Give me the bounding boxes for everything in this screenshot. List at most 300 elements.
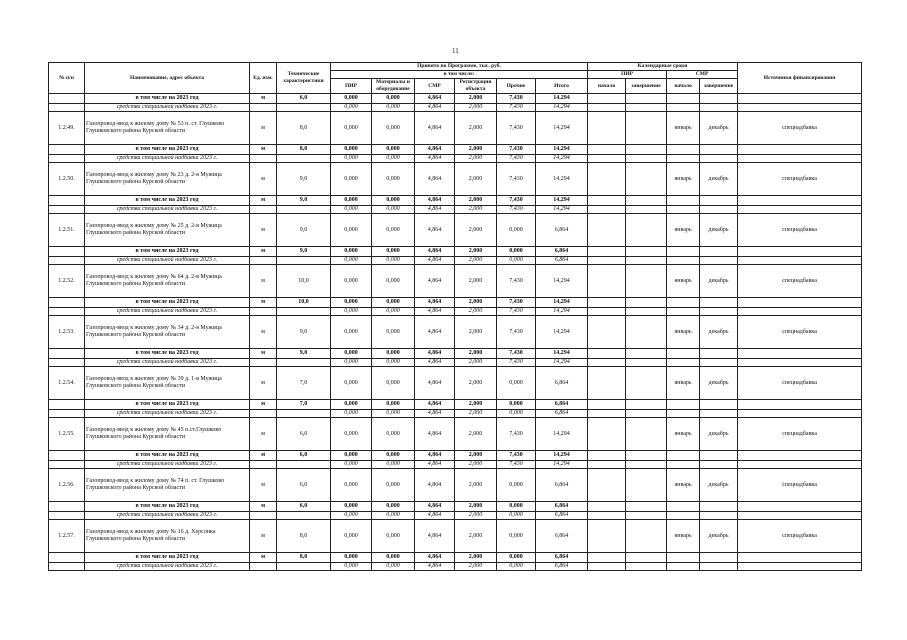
cell-materials: 0,000 — [372, 196, 415, 206]
cell-empty — [277, 461, 331, 469]
cell-empty — [738, 410, 862, 418]
table-row-spec — [49, 104, 862, 112]
cell-label: средства специальной надбавки 2023 г. — [85, 563, 250, 571]
table-row-total-2023 — [49, 451, 862, 461]
cell-empty — [49, 502, 85, 512]
cell-smr: 4,864 — [415, 145, 455, 155]
cell-pir: 0,000 — [331, 461, 372, 469]
cell-materials: 0,000 — [372, 257, 415, 265]
header-smr: СМР — [415, 79, 455, 94]
cell-empty — [626, 308, 667, 316]
cell-materials: 0,000 — [372, 206, 415, 214]
cell-empty — [49, 155, 85, 163]
cell-empty — [250, 359, 277, 367]
cell-empty — [277, 512, 331, 520]
cell-other: 7,430 — [497, 418, 536, 451]
cell-empty — [667, 359, 700, 367]
cell-other: 7,430 — [497, 461, 536, 469]
cell-label: в том числе на 2023 год — [85, 553, 250, 563]
header-cal-smr: СМР — [667, 71, 738, 79]
cell-num: 1.2.52. — [49, 265, 85, 298]
table-row-spec — [49, 563, 862, 571]
cell-reg: 2,000 — [455, 206, 497, 214]
cell-object-name: Газопровод-ввод к жилому дому № 16 д. Херсонка Глушковского района Курской области — [85, 520, 250, 553]
table-row-total-2023 — [49, 502, 862, 512]
cell-materials: 0,000 — [372, 155, 415, 163]
cell-other: 7,430 — [497, 163, 536, 196]
cell-smr: 4,864 — [415, 359, 455, 367]
cell-tech: 8,0 — [277, 553, 331, 563]
cell-empty — [49, 94, 85, 104]
cell-reg: 2,000 — [455, 298, 497, 308]
cell-smr: 4,864 — [415, 265, 455, 298]
cell-materials: 0,000 — [372, 265, 415, 298]
cell-reg: 2,000 — [455, 94, 497, 104]
cell-materials: 0,000 — [372, 400, 415, 410]
cell-other: 7,430 — [497, 298, 536, 308]
cell-label: в том числе на 2023 год — [85, 349, 250, 359]
cell-smr: 4,864 — [415, 520, 455, 553]
cell-smr-end: декабрь — [700, 367, 738, 400]
cell-empty — [626, 257, 667, 265]
cell-other: 0,000 — [497, 512, 536, 520]
cell-pir: 0,000 — [331, 257, 372, 265]
cell-reg: 2,000 — [455, 155, 497, 163]
cell-materials: 0,000 — [372, 104, 415, 112]
cell-tech: 9,0 — [277, 316, 331, 349]
cell-empty — [626, 155, 667, 163]
cell-smr: 4,864 — [415, 451, 455, 461]
cell-smr-start: январь — [667, 163, 700, 196]
cell-tech: 6,0 — [277, 469, 331, 502]
cell-unit: м — [250, 418, 277, 451]
cell-materials: 0,000 — [372, 308, 415, 316]
cell-other: 7,430 — [497, 265, 536, 298]
cell-pir: 0,000 — [331, 206, 372, 214]
cell-empty — [588, 553, 626, 563]
program-table — [48, 62, 862, 571]
cell-materials: 0,000 — [372, 359, 415, 367]
cell-unit: м — [250, 196, 277, 206]
cell-tech: 10,0 — [277, 265, 331, 298]
cell-tech: 8,0 — [277, 145, 331, 155]
table-row-spec — [49, 206, 862, 214]
cell-label: в том числе на 2023 год — [85, 94, 250, 104]
cell-total: 6,864 — [536, 520, 588, 553]
cell-label: в том числе на 2023 год — [85, 196, 250, 206]
cell-tech: 7,0 — [277, 400, 331, 410]
cell-empty — [667, 451, 700, 461]
cell-smr-end: декабрь — [700, 469, 738, 502]
cell-label: в том числе на 2023 год — [85, 247, 250, 257]
cell-empty — [49, 553, 85, 563]
cell-total: 14,294 — [536, 451, 588, 461]
cell-reg: 2,000 — [455, 163, 497, 196]
cell-pir-start — [588, 367, 626, 400]
cell-pir-end — [626, 520, 667, 553]
cell-empty — [49, 400, 85, 410]
cell-pir: 0,000 — [331, 520, 372, 553]
cell-tech: 9,0 — [277, 349, 331, 359]
header-other: Прочие — [497, 79, 536, 94]
cell-empty — [588, 145, 626, 155]
cell-empty — [700, 502, 738, 512]
cell-other: 7,430 — [497, 104, 536, 112]
cell-empty — [250, 155, 277, 163]
cell-other: 7,430 — [497, 451, 536, 461]
cell-total: 6,864 — [536, 563, 588, 571]
header-num: № п/п — [49, 63, 85, 94]
cell-smr: 4,864 — [415, 308, 455, 316]
cell-total: 14,294 — [536, 94, 588, 104]
cell-smr: 4,864 — [415, 214, 455, 247]
cell-empty — [250, 461, 277, 469]
cell-tech: 6,0 — [277, 451, 331, 461]
cell-empty — [667, 512, 700, 520]
cell-empty — [626, 359, 667, 367]
cell-smr: 4,864 — [415, 104, 455, 112]
header-unit: Ед. изм. — [250, 63, 277, 94]
cell-total: 6,864 — [536, 553, 588, 563]
header-incl: в том числе: — [331, 71, 588, 79]
cell-smr-start: январь — [667, 418, 700, 451]
cell-unit: м — [250, 520, 277, 553]
cell-tech: 9,0 — [277, 247, 331, 257]
cell-pir-start — [588, 520, 626, 553]
cell-empty — [738, 298, 862, 308]
cell-empty — [588, 563, 626, 571]
table-row-spec — [49, 308, 862, 316]
cell-other: 0,000 — [497, 469, 536, 502]
cell-empty — [626, 104, 667, 112]
cell-empty — [667, 196, 700, 206]
cell-pir: 0,000 — [331, 163, 372, 196]
cell-pir: 0,000 — [331, 104, 372, 112]
cell-empty — [250, 410, 277, 418]
cell-object-name: Газопровод-ввод к жилому дому № 53 п. ст. Глушково Глушковского района Курской области — [85, 112, 250, 145]
cell-total: 14,294 — [536, 104, 588, 112]
cell-other: 0,000 — [497, 367, 536, 400]
cell-empty — [700, 451, 738, 461]
cell-total: 6,864 — [536, 247, 588, 257]
cell-label: средства специальной надбавки 2023 г. — [85, 308, 250, 316]
cell-other: 0,000 — [497, 563, 536, 571]
cell-pir: 0,000 — [331, 196, 372, 206]
cell-empty — [49, 359, 85, 367]
cell-empty — [250, 308, 277, 316]
table-row-spec — [49, 359, 862, 367]
cell-empty — [738, 155, 862, 163]
cell-empty — [667, 298, 700, 308]
cell-num: 1.2.56. — [49, 469, 85, 502]
cell-pir: 0,000 — [331, 247, 372, 257]
cell-object-name: Газопровод-ввод к жилому дому № 25 д. 2-я Мужица Глушковского района Курской области — [85, 214, 250, 247]
table-row-object — [49, 520, 862, 553]
cell-materials: 0,000 — [372, 563, 415, 571]
cell-reg: 2,000 — [455, 400, 497, 410]
cell-empty — [700, 308, 738, 316]
cell-empty — [667, 553, 700, 563]
cell-source: спецнадбавка — [738, 520, 862, 553]
cell-num: 1.2.50. — [49, 163, 85, 196]
cell-smr-start: январь — [667, 469, 700, 502]
cell-empty — [250, 104, 277, 112]
table-row-spec — [49, 461, 862, 469]
cell-unit: м — [250, 247, 277, 257]
cell-smr: 4,864 — [415, 553, 455, 563]
cell-total: 6,864 — [536, 257, 588, 265]
cell-empty — [667, 206, 700, 214]
cell-reg: 2,000 — [455, 214, 497, 247]
cell-empty — [738, 553, 862, 563]
cell-empty — [738, 563, 862, 571]
table-row-object — [49, 265, 862, 298]
cell-empty — [588, 308, 626, 316]
cell-empty — [49, 257, 85, 265]
cell-label: средства специальной надбавки 2023 г. — [85, 461, 250, 469]
cell-pir: 0,000 — [331, 94, 372, 104]
cell-tech: 6,0 — [277, 94, 331, 104]
cell-smr: 4,864 — [415, 502, 455, 512]
cell-unit: м — [250, 451, 277, 461]
table-row-object — [49, 418, 862, 451]
cell-empty — [738, 400, 862, 410]
cell-empty — [49, 349, 85, 359]
table-row-total-2023 — [49, 196, 862, 206]
cell-pir: 0,000 — [331, 265, 372, 298]
header-smr-end: завершение — [700, 79, 738, 94]
cell-other: 7,430 — [497, 196, 536, 206]
cell-empty — [49, 451, 85, 461]
cell-source: спецнадбавка — [738, 367, 862, 400]
cell-unit: м — [250, 214, 277, 247]
cell-smr: 4,864 — [415, 461, 455, 469]
cell-empty — [626, 349, 667, 359]
cell-materials: 0,000 — [372, 349, 415, 359]
table-row-total-2023 — [49, 94, 862, 104]
header-total: Итого — [536, 79, 588, 94]
table-row-total-2023 — [49, 298, 862, 308]
cell-object-name: Газопровод-ввод к жилому дому № 45 п.ст.Глушково Глушковского района Курской области — [85, 418, 250, 451]
cell-empty — [588, 400, 626, 410]
cell-empty — [49, 298, 85, 308]
cell-label: средства специальной надбавки 2023 г. — [85, 512, 250, 520]
cell-empty — [738, 206, 862, 214]
cell-smr-start: январь — [667, 520, 700, 553]
cell-unit: м — [250, 112, 277, 145]
cell-smr-start: январь — [667, 214, 700, 247]
cell-smr-start: январь — [667, 367, 700, 400]
cell-empty — [588, 257, 626, 265]
cell-smr: 4,864 — [415, 512, 455, 520]
cell-reg: 2,000 — [455, 418, 497, 451]
cell-materials: 0,000 — [372, 214, 415, 247]
header-materials: Материалы и оборудование — [372, 79, 415, 94]
cell-empty — [626, 553, 667, 563]
cell-reg: 2,000 — [455, 316, 497, 349]
cell-empty — [277, 206, 331, 214]
cell-empty — [626, 563, 667, 571]
cell-materials: 0,000 — [372, 298, 415, 308]
cell-reg: 2,000 — [455, 247, 497, 257]
cell-empty — [738, 145, 862, 155]
cell-pir: 0,000 — [331, 563, 372, 571]
cell-pir-start — [588, 163, 626, 196]
cell-materials: 0,000 — [372, 163, 415, 196]
cell-materials: 0,000 — [372, 247, 415, 257]
cell-empty — [626, 410, 667, 418]
cell-num: 1.2.57. — [49, 520, 85, 553]
cell-object-name: Газопровод-ввод к жилому дому № 74 п. ст. Глушково Глушковского района Курской области — [85, 469, 250, 502]
cell-unit: м — [250, 94, 277, 104]
cell-empty — [626, 451, 667, 461]
cell-empty — [667, 308, 700, 316]
cell-empty — [626, 512, 667, 520]
cell-empty — [588, 298, 626, 308]
cell-empty — [588, 155, 626, 163]
cell-other: 0,000 — [497, 502, 536, 512]
cell-reg: 2,000 — [455, 257, 497, 265]
cell-object-name: Газопровод-ввод к жилому дому № 34 д. 2-я Мужица Глушковского района Курской области — [85, 316, 250, 349]
cell-empty — [667, 247, 700, 257]
cell-source: спецнадбавка — [738, 214, 862, 247]
cell-num: 1.2.54. — [49, 367, 85, 400]
cell-pir-end — [626, 316, 667, 349]
cell-smr-end: декабрь — [700, 520, 738, 553]
cell-empty — [738, 196, 862, 206]
cell-materials: 0,000 — [372, 112, 415, 145]
cell-label: средства специальной надбавки 2023 г. — [85, 359, 250, 367]
cell-other: 7,430 — [497, 308, 536, 316]
cell-total: 14,294 — [536, 265, 588, 298]
cell-smr-end: декабрь — [700, 112, 738, 145]
header-smr-start: начало — [667, 79, 700, 94]
cell-smr-end: декабрь — [700, 265, 738, 298]
cell-empty — [626, 400, 667, 410]
header-pir-end: завершение — [626, 79, 667, 94]
cell-smr: 4,864 — [415, 196, 455, 206]
cell-unit: м — [250, 145, 277, 155]
cell-empty — [588, 349, 626, 359]
header-sources: Источники финансирования — [738, 63, 862, 94]
cell-smr: 4,864 — [415, 298, 455, 308]
cell-materials: 0,000 — [372, 461, 415, 469]
cell-empty — [626, 502, 667, 512]
cell-num: 1.2.55. — [49, 418, 85, 451]
cell-other: 7,430 — [497, 206, 536, 214]
cell-empty — [588, 104, 626, 112]
cell-smr: 4,864 — [415, 349, 455, 359]
cell-smr: 4,864 — [415, 469, 455, 502]
cell-source: спецнадбавка — [738, 112, 862, 145]
cell-empty — [626, 94, 667, 104]
cell-num: 1.2.49. — [49, 112, 85, 145]
table-row-object — [49, 469, 862, 502]
cell-empty — [588, 196, 626, 206]
cell-empty — [738, 512, 862, 520]
cell-pir: 0,000 — [331, 298, 372, 308]
cell-total: 6,864 — [536, 469, 588, 502]
cell-pir-start — [588, 265, 626, 298]
cell-reg: 2,000 — [455, 349, 497, 359]
cell-materials: 0,000 — [372, 145, 415, 155]
cell-empty — [700, 512, 738, 520]
cell-total: 14,294 — [536, 196, 588, 206]
cell-reg: 2,000 — [455, 502, 497, 512]
table-row-object — [49, 163, 862, 196]
cell-reg: 2,000 — [455, 469, 497, 502]
cell-empty — [588, 410, 626, 418]
cell-reg: 2,000 — [455, 265, 497, 298]
cell-empty — [700, 410, 738, 418]
header-program: Принято по Программе, тыс. руб. — [331, 63, 588, 71]
cell-tech: 7,0 — [277, 367, 331, 400]
cell-materials: 0,000 — [372, 553, 415, 563]
cell-smr-start: январь — [667, 265, 700, 298]
table-row-object — [49, 214, 862, 247]
cell-empty — [277, 563, 331, 571]
cell-pir-end — [626, 367, 667, 400]
cell-pir: 0,000 — [331, 359, 372, 367]
cell-empty — [277, 410, 331, 418]
cell-pir-end — [626, 265, 667, 298]
cell-total: 14,294 — [536, 461, 588, 469]
cell-total: 14,294 — [536, 298, 588, 308]
cell-label: средства специальной надбавки 2023 г. — [85, 206, 250, 214]
cell-label: средства специальной надбавки 2023 г. — [85, 155, 250, 163]
cell-pir-end — [626, 214, 667, 247]
cell-reg: 2,000 — [455, 104, 497, 112]
cell-empty — [277, 155, 331, 163]
header-pir: ПИР — [331, 79, 372, 94]
cell-materials: 0,000 — [372, 418, 415, 451]
cell-empty — [738, 349, 862, 359]
cell-empty — [49, 410, 85, 418]
header-calendar: Календарные сроки — [588, 63, 738, 71]
cell-total: 6,864 — [536, 502, 588, 512]
cell-empty — [49, 563, 85, 571]
table-row-object — [49, 112, 862, 145]
cell-empty — [667, 400, 700, 410]
cell-pir-end — [626, 469, 667, 502]
table-body — [49, 94, 862, 571]
cell-empty — [626, 145, 667, 155]
cell-other: 7,430 — [497, 316, 536, 349]
cell-other: 0,000 — [497, 257, 536, 265]
cell-empty — [588, 359, 626, 367]
table-row-total-2023 — [49, 349, 862, 359]
cell-empty — [738, 359, 862, 367]
cell-smr: 4,864 — [415, 155, 455, 163]
cell-smr: 4,864 — [415, 410, 455, 418]
cell-total: 14,294 — [536, 206, 588, 214]
cell-empty — [738, 104, 862, 112]
cell-empty — [49, 145, 85, 155]
cell-pir: 0,000 — [331, 553, 372, 563]
cell-label: в том числе на 2023 год — [85, 145, 250, 155]
cell-pir-end — [626, 163, 667, 196]
cell-reg: 2,000 — [455, 145, 497, 155]
cell-empty — [49, 512, 85, 520]
table-row-spec — [49, 512, 862, 520]
cell-pir-start — [588, 214, 626, 247]
cell-unit: м — [250, 400, 277, 410]
cell-pir: 0,000 — [331, 349, 372, 359]
cell-pir-start — [588, 112, 626, 145]
cell-other: 0,000 — [497, 247, 536, 257]
cell-pir: 0,000 — [331, 308, 372, 316]
cell-total: 6,864 — [536, 512, 588, 520]
